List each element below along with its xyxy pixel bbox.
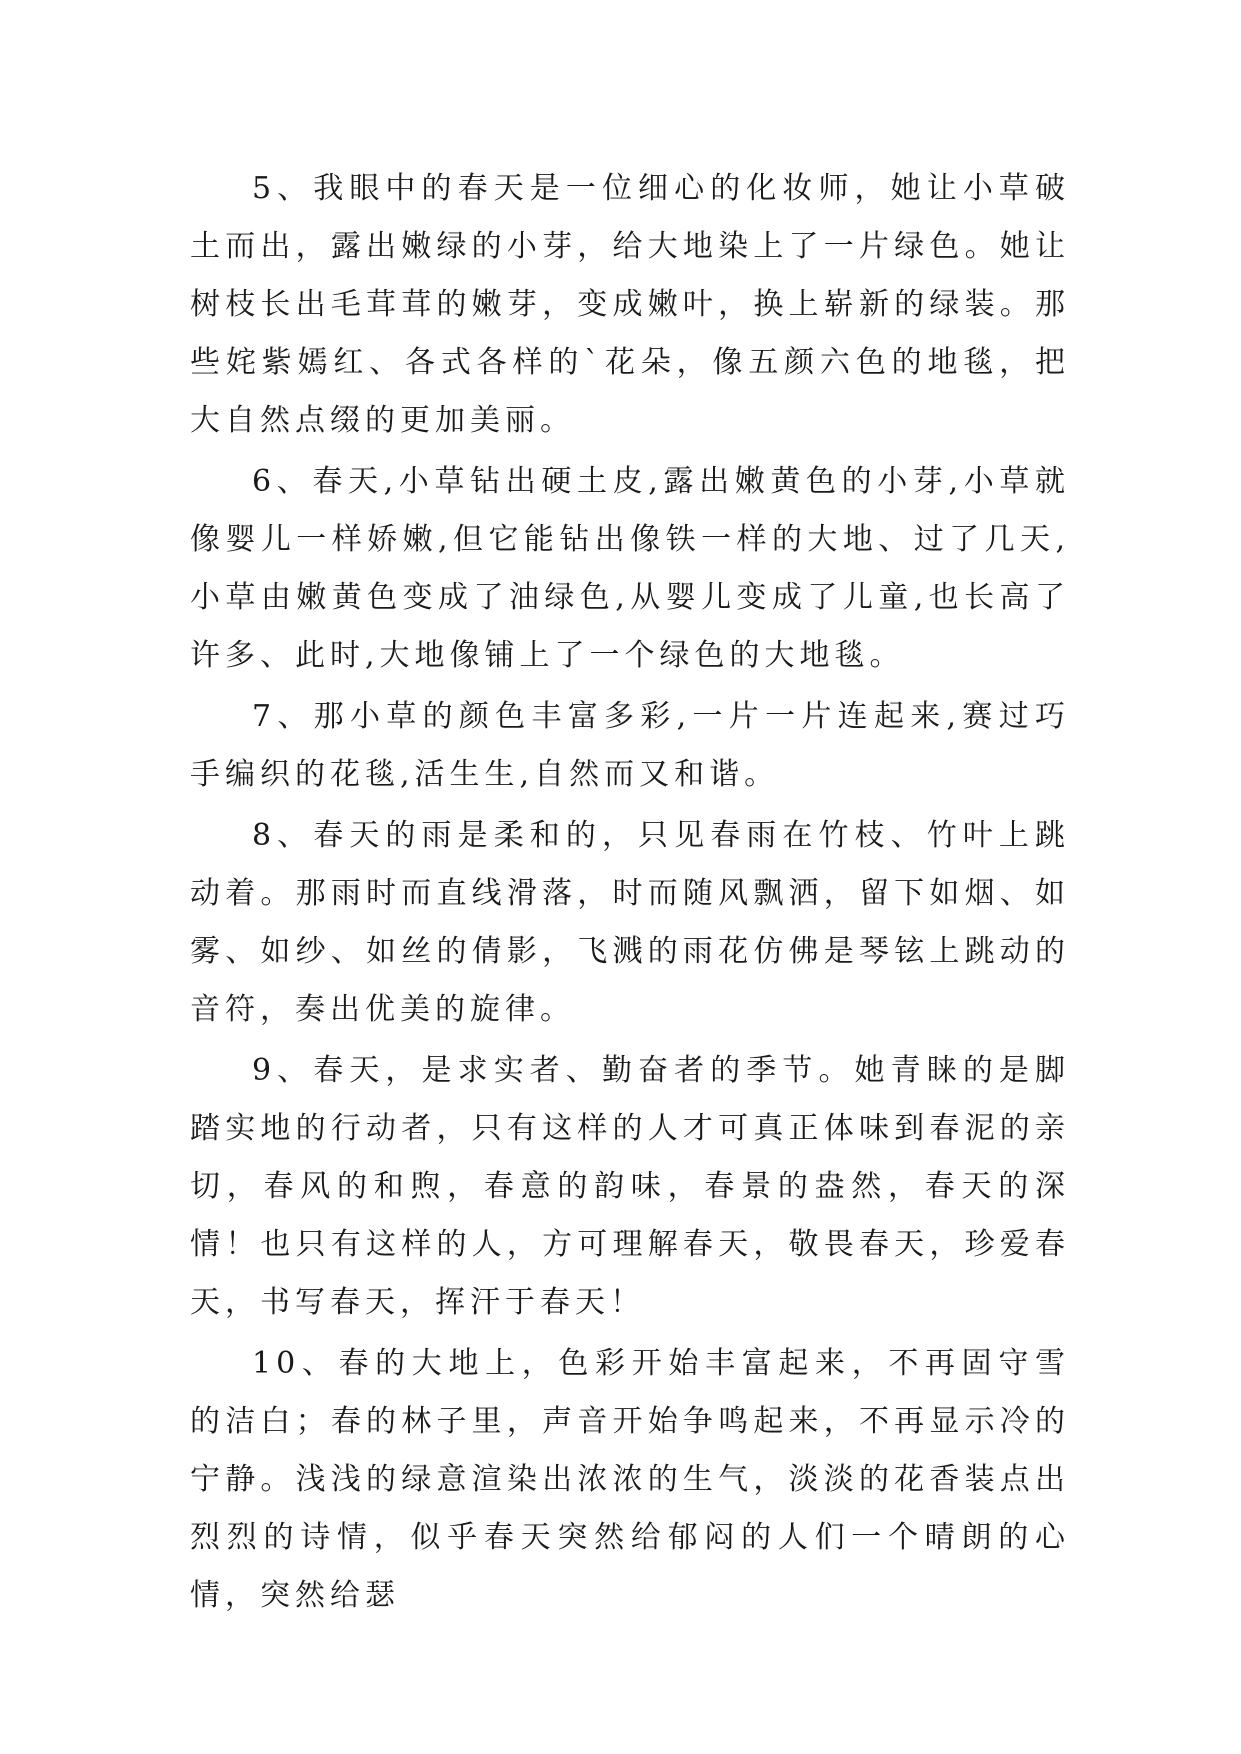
paragraph-5: 5、我眼中的春天是一位细心的化妆师，她让小草破土而出，露出嫩绿的小芽，给大地染上了一片绿色。她让树枝长出毛茸茸的嫩芽，变成嫩叶，换上崭新的绿装。那些姹紫嫣红、各式各样的`花朵，像五颜六色的地毯，把大自然点缀的更加美丽。	[190, 171, 1070, 438]
paragraph-9: 9、春天，是求实者、勤奋者的季节。她青睐的是脚踏实地的行动者，只有这样的人才可真正体味到春泥的亲切，春风的和煦，春意的韵味，春景的盎然，春天的深情！也只有这样的人，方可理解春天，敬畏春天，珍爱春天，书写春天，挥汗于春天！	[190, 1053, 1070, 1320]
document-page	[190, 160, 1070, 1628]
paragraph-7: 7、那小草的颜色丰富多彩,一片一片连起来,赛过巧手编织的花毯,活生生,自然而又和谐。	[190, 699, 1070, 792]
paragraph-6: 6、春天,小草钻出硬土皮,露出嫩黄色的小芽,小草就像婴儿一样娇嫩,但它能钻出像铁一样的大地、过了几天,小草由嫩黄色变成了油绿色,从婴儿变成了儿童,也长高了许多、此时,大地像铺上了一个绿色的大地毯。	[190, 464, 1070, 673]
paragraph-8: 8、春天的雨是柔和的，只见春雨在竹枝、竹叶上跳动着。那雨时而直线滑落，时而随风飘洒，留下如烟、如雾、如纱、如丝的倩影，飞溅的雨花仿佛是琴铉上跳动的音符，奏出优美的旋律。	[190, 818, 1070, 1027]
paragraph-10: 10、春的大地上，色彩开始丰富起来，不再固守雪的洁白；春的林子里，声音开始争鸣起来，不再显示冷的宁静。浅浅的绿意渲染出浓浓的生气，淡淡的花香装点出烈烈的诗情，似乎春天突然给郁闷的人们一个晴朗的心情，突然给瑟	[190, 1346, 1070, 1613]
